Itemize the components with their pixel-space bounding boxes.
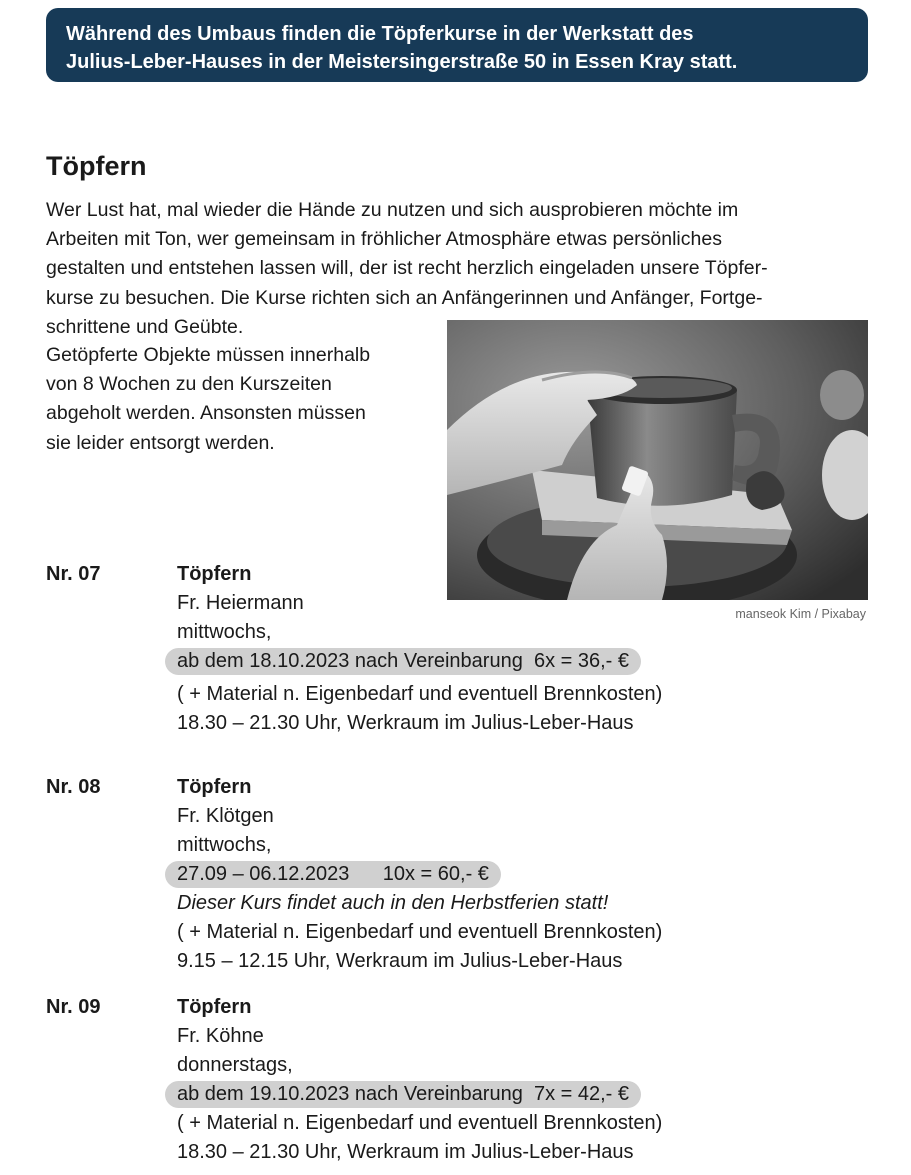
course-number: Nr. 07 <box>46 563 101 585</box>
course-time-place: 18.30 – 21.30 Uhr, Werkraum im Julius-Leber-Haus <box>177 712 634 734</box>
photo-credit: manseok Kim / Pixabay <box>735 607 866 621</box>
course-day: mittwochs, <box>177 621 272 643</box>
intro-line: gestalten und entstehen lassen will, der ist recht herzlich eingeladen unsere Töpfer- <box>46 257 768 280</box>
course-title: Töpfern <box>177 776 252 798</box>
course-title: Töpfern <box>177 563 252 585</box>
pottery-image <box>447 320 868 600</box>
intro-line: kurse zu besuchen. Die Kurse richten sich an Anfängerinnen und Anfänger, Fortge- <box>46 286 763 309</box>
pickup-paragraph <box>46 341 370 458</box>
pottery-photo <box>447 320 868 600</box>
course-time-place: 9.15 – 12.15 Uhr, Werkraum im Julius-Leber-Haus <box>177 950 623 972</box>
pickup-line: abgeholt werden. Ansonsten müssen <box>46 402 366 425</box>
course-day: mittwochs, <box>177 834 272 856</box>
course-title: Töpfern <box>177 996 252 1018</box>
course-teacher: Fr. Heiermann <box>177 592 304 614</box>
course-schedule: 27.09 – 06.12.2023 10x = 60,- € <box>165 861 501 888</box>
course-day: donnerstags, <box>177 1054 293 1076</box>
course-schedule: ab dem 19.10.2023 nach Vereinbarung 7x = 42,- € <box>165 1081 641 1108</box>
course-material: ( + Material n. Eigenbedarf und eventuell Brennkosten) <box>177 921 663 943</box>
course-details <box>177 993 662 1167</box>
course-details <box>177 560 662 738</box>
pickup-line: von 8 Wochen zu den Kurszeiten <box>46 373 332 396</box>
pickup-line: sie leider entsorgt werden. <box>46 431 275 454</box>
section-title: Töpfern <box>46 151 147 181</box>
intro-line: Arbeiten mit Ton, wer gemeinsam in fröhlicher Atmosphäre etwas persönliches <box>46 228 722 251</box>
course-time-place: 18.30 – 21.30 Uhr, Werkraum im Julius-Leber-Haus <box>177 1141 634 1163</box>
course-number: Nr. 09 <box>46 996 101 1018</box>
pickup-line: Getöpferte Objekte müssen innerhalb <box>46 344 371 366</box>
course-material: ( + Material n. Eigenbedarf und eventuell Brennkosten) <box>177 1112 663 1134</box>
course-teacher: Fr. Köhne <box>177 1025 264 1047</box>
intro-line: Wer Lust hat, mal wieder die Hände zu nutzen und sich ausprobieren möchte im <box>46 199 739 221</box>
intro-line: schrittene und Geübte. <box>46 315 244 338</box>
course-teacher: Fr. Klötgen <box>177 805 274 827</box>
course-number: Nr. 08 <box>46 776 101 798</box>
info-banner <box>46 8 868 82</box>
banner-line-1: Während des Umbaus finden die Töpferkurse in der Werkstatt des <box>66 23 694 45</box>
course-schedule: ab dem 18.10.2023 nach Vereinbarung 6x = 36,- € <box>165 648 641 675</box>
course-details <box>177 773 662 976</box>
banner-line-2: Julius-Leber-Hauses in der Meistersingerstraße 50 in Essen Kray statt. <box>66 51 738 73</box>
course-material: ( + Material n. Eigenbedarf und eventuell Brennkosten) <box>177 683 663 705</box>
course-note: Dieser Kurs findet auch in den Herbstferien statt! <box>177 892 609 914</box>
